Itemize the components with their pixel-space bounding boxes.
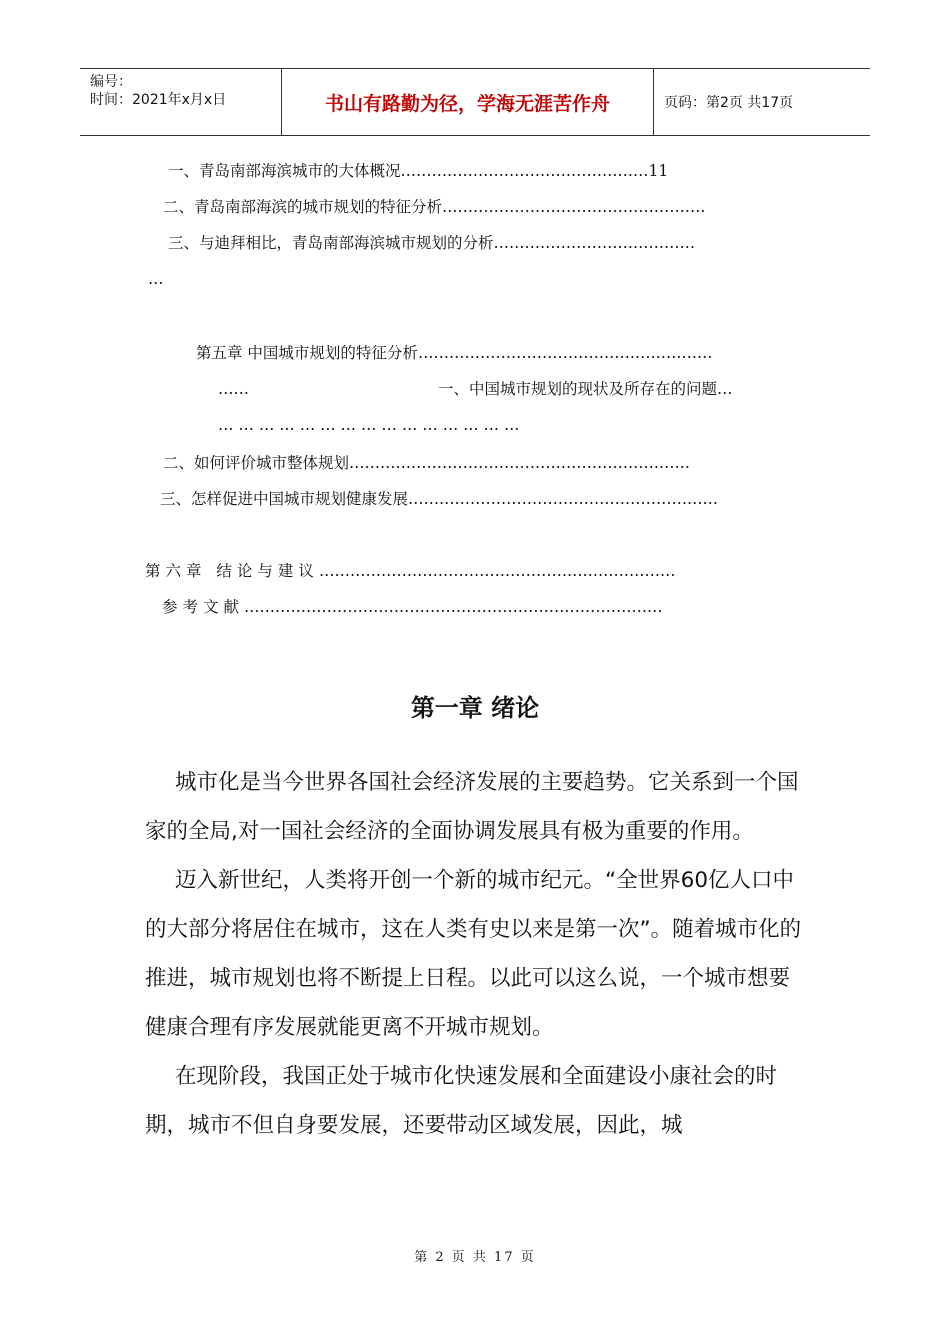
toc-entry <box>162 596 808 618</box>
toc-entry-text: 二、如何评价城市整体规划 <box>163 454 350 472</box>
toc-entry-dots: ………………………………… <box>493 234 696 252</box>
chapter-body <box>145 758 810 1150</box>
toc-entry-dots: ………………………………………………………… <box>349 454 691 472</box>
paragraph: 迈入新世纪，人类将开创一个新的城市纪元。“全世界60亿人口中的大部分将居住在城市，这在人类有史以来是第一次”。随着城市化的推进，城市规划也将不断提上日程。以此可以这么说，一个城市想要健康合理有序发展就能更离不开城市规划。 <box>145 868 802 1040</box>
header-page-info: 页码：第2页 共17页 <box>664 95 794 111</box>
toc-entry-dots: …………………………………………… <box>442 198 706 216</box>
toc-entry-text: 参考文献 <box>162 598 245 616</box>
toc-entry <box>163 452 808 474</box>
toc-entry <box>163 196 807 218</box>
toc-entry <box>168 232 807 254</box>
toc-entry <box>145 560 808 582</box>
toc-entry-dots: ………………………………………………… <box>417 344 713 362</box>
toc-entry-dots: …………………………………………………… <box>408 490 719 508</box>
toc-entry <box>168 160 810 182</box>
chapter-title: 第一章 绪论 <box>410 694 540 722</box>
page-footer: 第 2 页 共 17 页 <box>414 1250 536 1265</box>
toc-entry-text: 第六章 结论与建议 <box>145 562 319 580</box>
toc-entry-dots: … … … … … … … … … … … … … … … <box>218 416 520 434</box>
toc-entry <box>438 378 808 400</box>
toc-entry-text: 第五章 中国城市规划的特征分析 <box>196 344 418 362</box>
time-label: 时间：2021年x月x日 <box>90 92 227 108</box>
header-motto: 书山有路勤为径，学海无涯苦作舟 <box>282 69 654 135</box>
paragraph: 城市化是当今世界各国社会经济发展的主要趋势。它关系到一个国家的全局,对一国社会经济的全面协调发展具有极为重要的作用。 <box>145 770 799 844</box>
toc-entry-text: 一、中国城市规划的现状及所存在的问题 <box>438 380 718 398</box>
paragraph: 在现阶段，我国正处于城市化快速发展和全面建设小康社会的时期，城市不但自身要发展，还要带动区域发展，因此，城 <box>145 1064 778 1138</box>
toc-entry-dots: ……………………………………………………………………… <box>244 598 663 616</box>
toc-entry-text: 一、青岛南部海滨城市的大体概况 <box>168 162 401 180</box>
toc-entry-page: 11 <box>648 162 669 180</box>
toc-entry-dots: … <box>717 380 733 398</box>
toc-entry-dots: … <box>148 270 164 288</box>
toc-entry <box>160 488 808 510</box>
toc-entry-text: 二、青岛南部海滨的城市规划的特征分析 <box>163 198 443 216</box>
toc-entry-text: 三、与迪拜相比，青岛南部海滨城市规划的分析 <box>168 234 494 252</box>
toc-entry-continuation <box>218 414 810 436</box>
number-label: 编号： <box>90 74 132 90</box>
toc-entry-dots: …………………………………………………………… <box>318 562 676 580</box>
toc-entry-dots: ………………………………………… <box>400 162 649 180</box>
header-meta <box>80 69 282 135</box>
page-header <box>80 68 870 136</box>
toc-entry-continuation <box>148 268 188 290</box>
toc-entry-text: 三、怎样促进中国城市规划健康发展 <box>160 490 409 508</box>
toc-entry-continuation <box>218 378 278 400</box>
toc-entry-dots: …… <box>218 380 249 398</box>
toc-entry <box>196 342 808 364</box>
